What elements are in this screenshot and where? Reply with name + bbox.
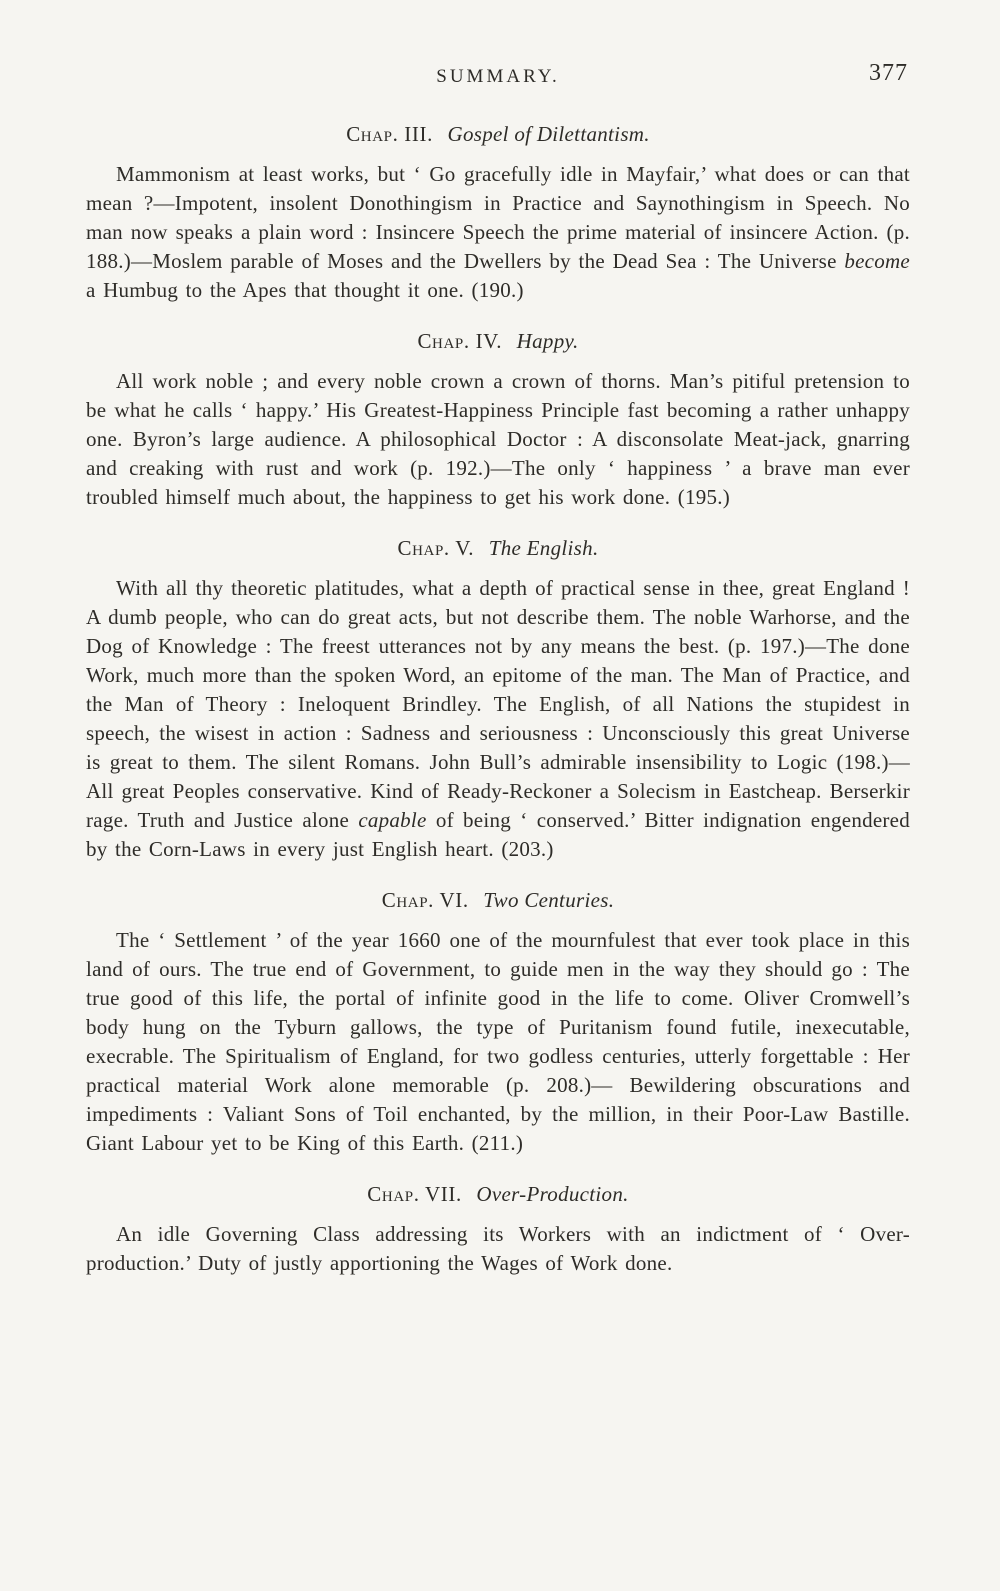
chapter-label: Chap. VII. (367, 1182, 462, 1206)
chapter-title: Happy. (516, 329, 579, 353)
chapter-summary-text: An idle Governing Class addressing its Workers with an indictment of ‘ Over-production.’ Duty of justly apportioning the Wages of Work done. (86, 1222, 910, 1275)
chapter-title: The English. (488, 536, 599, 560)
chapter-section-5 (86, 536, 910, 864)
chapter-summary-text: The ‘ Settlement ’ of the year 1660 one of the mournfulest that ever took place in this land of ours. The true end of Government, to guide men in the way they should go : The true good of this life, the portal of infinite good in the life to come. Oliver Cromwell’s body hung on the Tyburn gallows, the type of Puritanism found futile, inexecutable, execrable. The Spiritualism of England, for two godless centuries, utterly forgettable : Her practical material Work alone memorable (p. 208.)— Bewildering obscurations and impediments : Valiant Sons of Toil enchanted, by the million, in their Poor-Law Bastille. Giant Labour yet to be King of this Earth. (211.) (86, 928, 910, 1155)
chapter-heading (86, 536, 910, 561)
chapter-heading (86, 888, 910, 913)
chapter-summary-text: With all thy theoretic platitudes, what a depth of practical sense in thee, great England ! A dumb people, who can do great acts, but not describe them. The noble Warhorse, and the Dog of Knowledge : The freest utterances not by any means the best. (p. 197.)—The done Work, much more than the spoken Word, an epitome of the man. The Man of Practice, and the Man of Theory : Ineloquent Brindley. The English, of all Nations the stupidest in speech, the wisest in action : Sadness and seriousness : Unconsciously this great Universe is great to them. The silent Romans. John Bull’s admirable insensibility to Logic (198.)—All great Peoples conservative. Kind of Ready-Reckoner a Solecism in Eastcheap. Berserkir rage. Truth and Justice alone capable of being ‘ conserved.’ Bitter indignation engendered by the Corn-Laws in every just English heart. (203.) (86, 576, 910, 861)
chapter-label: Chap. IV. (417, 329, 503, 353)
chapter-section-4 (86, 329, 910, 512)
running-title: SUMMARY. (436, 66, 560, 87)
chapter-section-6 (86, 888, 910, 1158)
chapter-heading (86, 329, 910, 354)
chapter-heading (86, 1182, 910, 1207)
chapter-section-3 (86, 122, 910, 305)
page-header (86, 60, 910, 96)
chapter-title: Gospel of Dilettantism. (447, 122, 650, 146)
chapter-label: Chap. V. (397, 536, 475, 560)
chapter-label: Chap. VI. (381, 888, 469, 912)
chapter-title: Over-Production. (476, 1182, 629, 1206)
chapter-summary-text: Mammonism at least works, but ‘ Go gracefully idle in Mayfair,’ what does or can that mean ?—Impotent, insolent Donothingism in Practice and Saynothingism in Speech. No man now speaks a plain word : Insincere Speech the prime material of insincere Action. (p. 188.)—Moslem parable of Moses and the Dwellers by the Dead Sea : The Universe become a Humbug to the Apes that thought it one. (190.) (86, 162, 910, 302)
chapter-heading (86, 122, 910, 147)
chapter-title: Two Centuries. (483, 888, 615, 912)
chapter-section-7 (86, 1182, 910, 1278)
chapter-label: Chap. III. (346, 122, 433, 146)
page-number: 377 (869, 60, 908, 86)
chapter-summary-text: All work noble ; and every noble crown a crown of thorns. Man’s pitiful pretension to be what he calls ‘ happy.’ His Greatest-Happiness Principle fast becoming a rather unhappy one. Byron’s large audience. A philosophical Doctor : A disconsolate Meat-jack, gnarring and creaking with rust and work (p. 192.)—The only ‘ happiness ’ a brave man ever troubled himself much about, the happiness to get his work done. (195.) (86, 369, 910, 509)
